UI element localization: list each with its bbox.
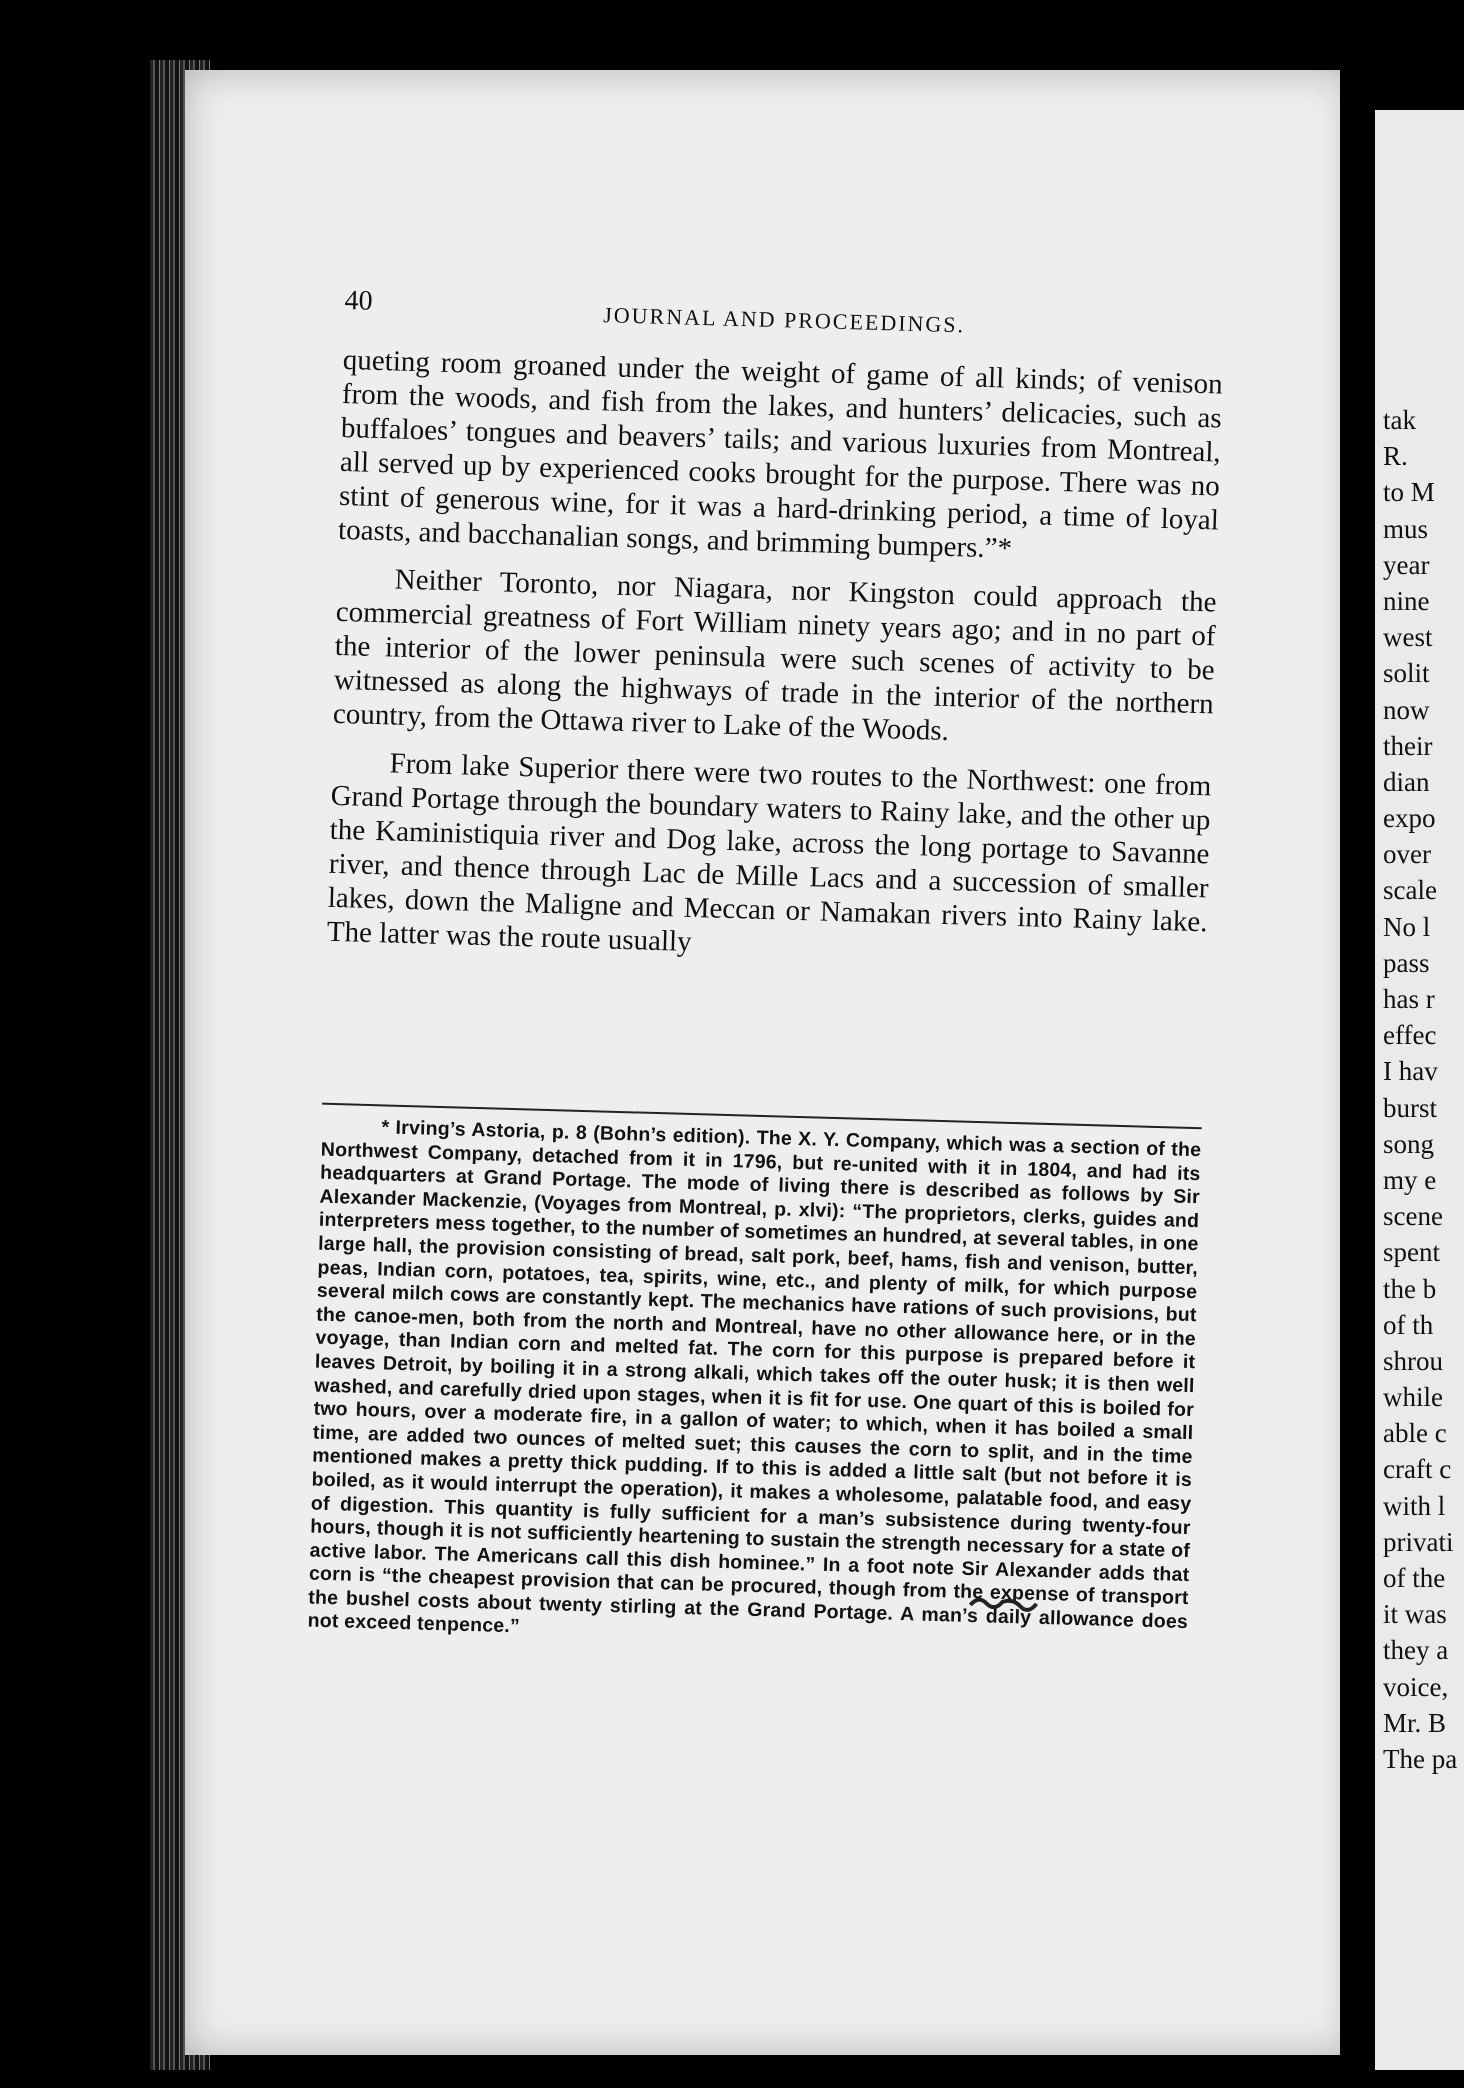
facing-line: nine xyxy=(1383,585,1430,616)
printer-mark-icon xyxy=(968,1593,1038,1613)
facing-line: shrou xyxy=(1383,1345,1443,1376)
facing-line: pass xyxy=(1383,947,1430,978)
facing-line: scene xyxy=(1383,1201,1443,1232)
facing-line: my e xyxy=(1383,1164,1437,1195)
facing-line: with l xyxy=(1383,1490,1446,1521)
facing-line: scale xyxy=(1383,875,1437,906)
facing-line: The pa xyxy=(1383,1743,1458,1774)
facing-line: has r xyxy=(1383,984,1435,1014)
facing-line: R. xyxy=(1383,441,1408,472)
facing-line: spent xyxy=(1383,1237,1440,1268)
page-content xyxy=(307,285,1225,1638)
facing-line: their xyxy=(1383,730,1433,761)
paragraph-2: Neither Toronto, nor Niagara, nor Kingston could approach the commercial greatness of Fort William ninety years ago; and in no part of the interior of the lower peninsula were such scenes of activity to be witnessed as along the highways of trade in the interior of the northern country, from the Ottawa river to Lake of the Woods. xyxy=(332,563,1217,748)
facing-line: Mr. B xyxy=(1383,1707,1447,1738)
page-number: 40 xyxy=(344,285,373,317)
book-page-left xyxy=(185,70,1353,2055)
facing-line: they a xyxy=(1383,1635,1449,1666)
facing-line: dian xyxy=(1383,766,1430,797)
facing-line: solit xyxy=(1383,658,1430,689)
gutter-shadow xyxy=(1340,60,1376,2088)
facing-line: No l xyxy=(1383,911,1431,942)
facing-line: west xyxy=(1383,622,1433,653)
facing-line: of the xyxy=(1383,1563,1446,1593)
facing-page-lines xyxy=(1383,402,1457,1777)
facing-line: while xyxy=(1383,1382,1443,1413)
facing-line: year xyxy=(1383,549,1430,580)
facing-line: the b xyxy=(1383,1273,1437,1304)
facing-line: now xyxy=(1383,694,1430,725)
paragraph-3: From lake Superior there were two routes to the Northwest: one from Grand Portage through the boundary waters to Rainy lake, and the other up the Kaministiquia river and Dog lake, across the long portage to Savanne river, and thence through Lac de Mille Lacs and a succession of smaller lakes, down the Maligne and Meccan or Namakan rivers into Rainy lake. The latter was the route usually xyxy=(326,747,1212,958)
facing-line: it was xyxy=(1383,1599,1447,1630)
facing-line: able c xyxy=(1383,1418,1447,1449)
facing-line: effec xyxy=(1383,1020,1437,1051)
footnote: * Irving’s Astoria, p. 8 (Bohn’s edition). The X. Y. Company, which was a section of the Northwest Company, detached from it in 1796, but re-united with it in 1804, and had its headquarters at Grand Portage. The mode of living there is described as follows by Sir Alexander Mackenzie, (Voyages from Montreal, p. xlvi): “The proprietors, clerks, guides and interpreters mess together, to the number of sometimes an hundred, at several tables, in one large hall, the provision consisting of bread, salt pork, beef, hams, fish and venison, butter, peas, Indian corn, potatoes, tea, spirits, wine, etc., and plenty of milk, for which purpose several milch cows are constantly kept. The mechanics have rations of such provisions, but the canoe-men, both from the north and Montreal, have no other allowance here, or in the voyage, than Indian corn and melted fat. The corn for this purpose is prepared before it leaves Detroit, by boiling it in a strong alkali, which takes off the outer husk; it is then well washed, and carefully dried upon stages, when it is fit for use. One quart of this is boiled for two hours, over a moderate fire, in a gallon of water; to which, when it has boiled a small time, are added two ounces of melted suet; this causes the corn to split, and in the time mentioned makes a pretty thick pudding. If to this is added a little salt (but not before it is boiled, as it would interrupt the operation), it makes a wholesome, palatable food, and easy of digestion. This quantity is fully sufficient for a man’s subsistence during twenty-four hours, though it is not sufficiently heartening to sustain the strength necessary for a state of active labor. The Americans call this dish hominee.” In a foot note Sir Alexander adds that corn is “the cheapest provision that can be procured, though from the expense of transport the bushel costs about twenty stirling at the Grand Portage. A man’s daily allowance does not exceed tenpence.” xyxy=(307,1116,1202,1638)
facing-line: song xyxy=(1383,1128,1435,1159)
facing-line: over xyxy=(1383,839,1431,870)
body-text xyxy=(326,343,1223,973)
facing-line: craft c xyxy=(1383,1454,1452,1485)
facing-line: tak xyxy=(1383,405,1416,435)
facing-line: to M xyxy=(1383,477,1435,508)
facing-line: of th xyxy=(1383,1309,1434,1340)
facing-line: voice, xyxy=(1383,1671,1449,1702)
facing-line: privati xyxy=(1383,1526,1454,1557)
facing-line: I hav xyxy=(1383,1056,1438,1087)
facing-line: expo xyxy=(1383,803,1436,834)
paragraph-1: queting room groaned under the weight of game of all kinds; of venison from the woods, and fish from the lakes, and hunters’ delicacies, such as buffaloes’ tongues and beavers’ tails; and various luxuries from Montreal, all served up by experienced cooks brought for the purpose. There was no stint of generous wine, for it was a hard-drinking period, a time of loyal toasts, and bacchanalian songs, and brimming bumpers.”* xyxy=(337,343,1224,565)
facing-line: mus xyxy=(1383,513,1429,544)
running-head: JOURNAL AND PROCEEDINGS. xyxy=(602,302,966,338)
facing-page-right xyxy=(1375,110,1464,2070)
facing-line: burst xyxy=(1383,1092,1437,1123)
